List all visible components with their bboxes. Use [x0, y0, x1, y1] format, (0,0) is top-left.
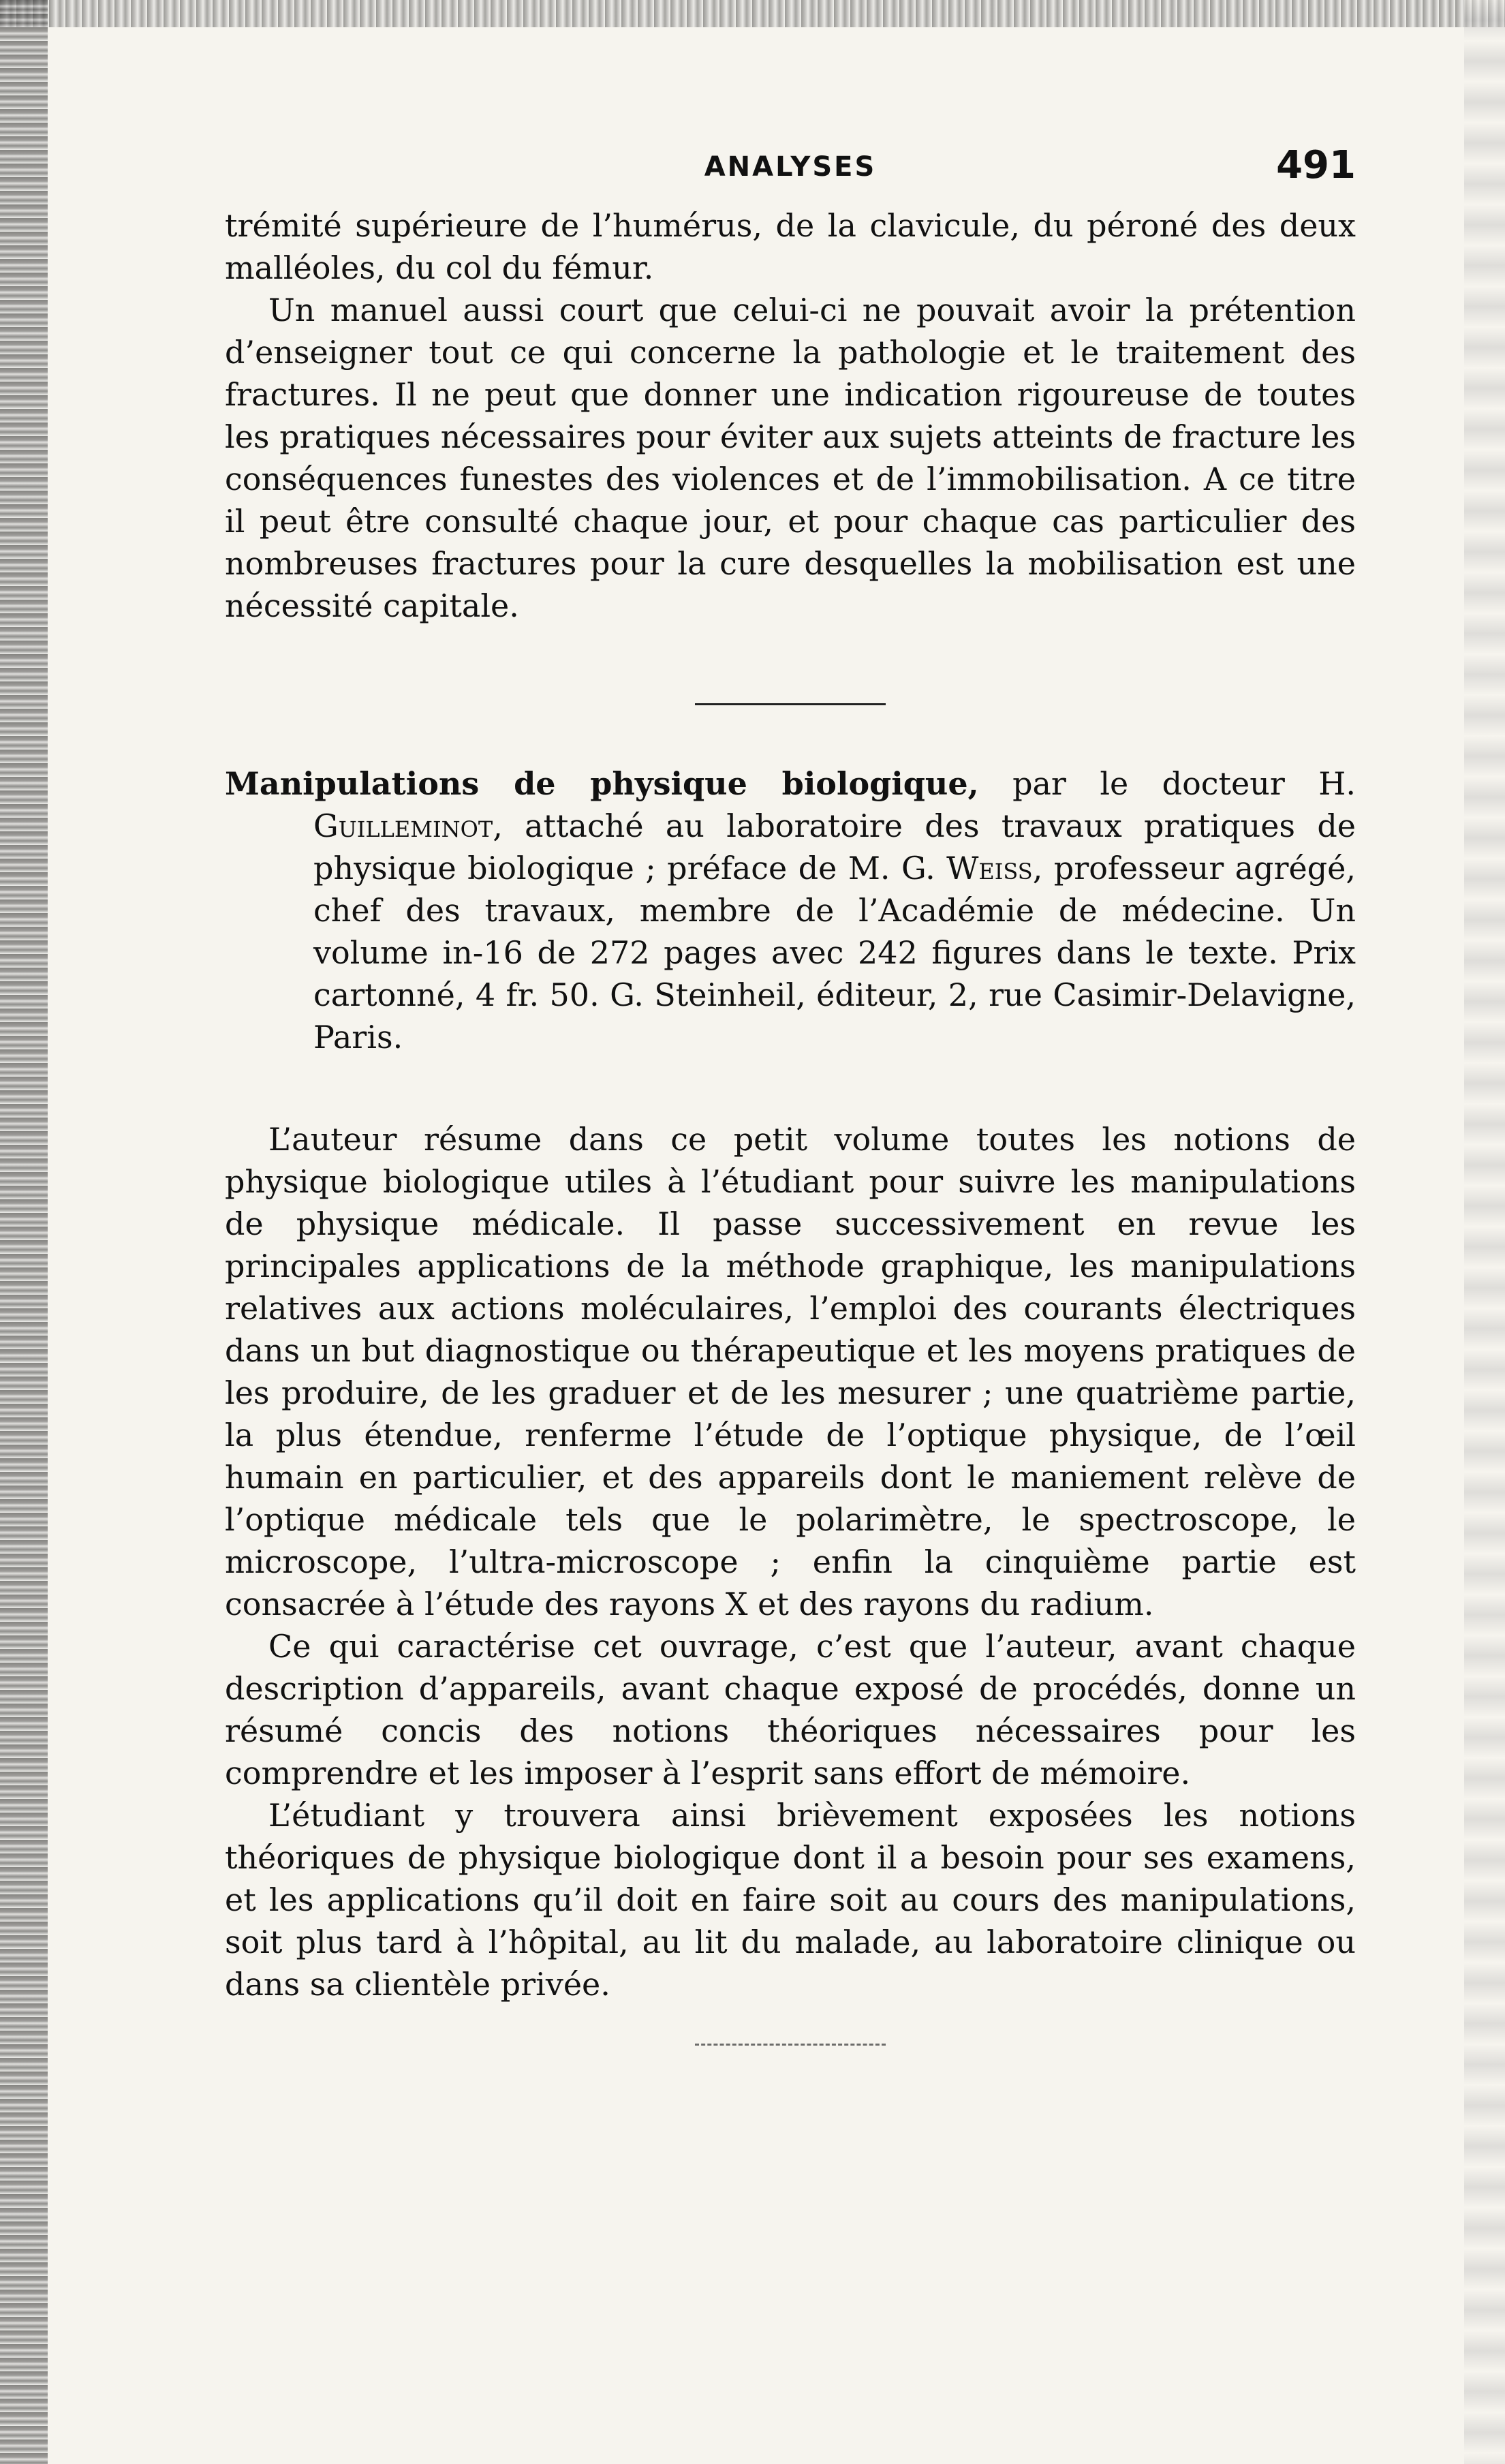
review-paragraph-3: L’étudiant y trouvera ainsi brièvement exposées les notions théoriques de physique biologique dont il a besoin pour ses examens, et les applications qu’il doit en faire soit au cours des manipulations, soit plus tard à l’hôpital, au lit du malade, au laboratoire clinique ou dans sa clientèle privée. [225, 1797, 1356, 2003]
running-head [225, 136, 1356, 204]
scan-top-edge [0, 0, 1505, 27]
continued-paragraph-1: trémité supérieure de l’humérus, de la clavicule, du péroné des deux malléoles, du col du fémur. [225, 207, 1356, 286]
review-paragraph-2: Ce qui caractérise cet ouvrage, c’est que l’auteur, avant chaque description d’appareils, avant chaque exposé de procédés, donne un résumé concis des notions théoriques nécessaires pour les comprendre et les imposer à l’esprit sans effort de mémoire. [225, 1628, 1356, 1791]
end-rule [695, 2044, 886, 2046]
book-page [225, 136, 1356, 2046]
continued-article [225, 204, 1356, 627]
book-title: Manipulations de physique biologique, [225, 765, 979, 802]
book-affiliation: , attaché au laboratoire des travaux pratiques de physique biologique ; préface de M. G. [313, 807, 1356, 887]
review [225, 1118, 1356, 2005]
book-preface-author: Weiss [946, 850, 1033, 887]
book-author-intro: par le docteur H. [978, 765, 1356, 802]
section-separator [695, 703, 886, 705]
book-author-name: Guilleminot [313, 807, 493, 844]
scan-left-edge [0, 0, 48, 2464]
book-entry [225, 763, 1356, 1058]
continued-paragraph-2: Un manuel aussi court que celui-ci ne pouvait avoir la prétention d’enseigner tout ce qui concerne la pathologie et le traitement des fractures. Il ne peut que donner une indication rigoureuse de toutes les pratiques nécessaires pour éviter aux sujets atteints de fracture les conséquences funestes des violences et de l’immobilisation. A ce titre il peut être consulté chaque jour, et pour chaque cas particulier des nombreuses fractures pour la cure desquelles la mobilisation est une nécessité capitale. [225, 292, 1356, 624]
running-title: ANALYSES [704, 151, 877, 183]
scan-right-edge [1464, 0, 1505, 2464]
page-number: 491 [1276, 143, 1356, 187]
review-paragraph-1: L’auteur résume dans ce petit volume toutes les notions de physique biologique utiles à l’étudiant pour suivre les manipulations de physique médicale. Il passe successivement en revue les principales applications de la méthode graphique, les manipulations relatives aux actions moléculaires, l’emploi des courants électriques dans un but diagnostique ou thérapeutique et les moyens pratiques de les produire, de les graduer et de les mesurer ; une quatrième partie, la plus étendue, renferme l’étude de l’optique physique, de l’œil humain en particulier, et des appareils dont le maniement relève de l’optique médicale tels que le polarimètre, le spectroscope, le microscope, l’ultra-microscope ; enfin la cinquième partie est consacrée à l’étude des rayons X et des rayons du radium. [225, 1121, 1356, 1622]
book-details: , professeur agrégé, chef des travaux, membre de l’Académie de médecine. Un volume in-16 de 272 pages avec 242 figures dans le texte. Prix cartonné, 4 fr. 50. G. Steinheil, éditeur, 2, rue Casimir-Delavigne, Paris. [313, 850, 1356, 1056]
